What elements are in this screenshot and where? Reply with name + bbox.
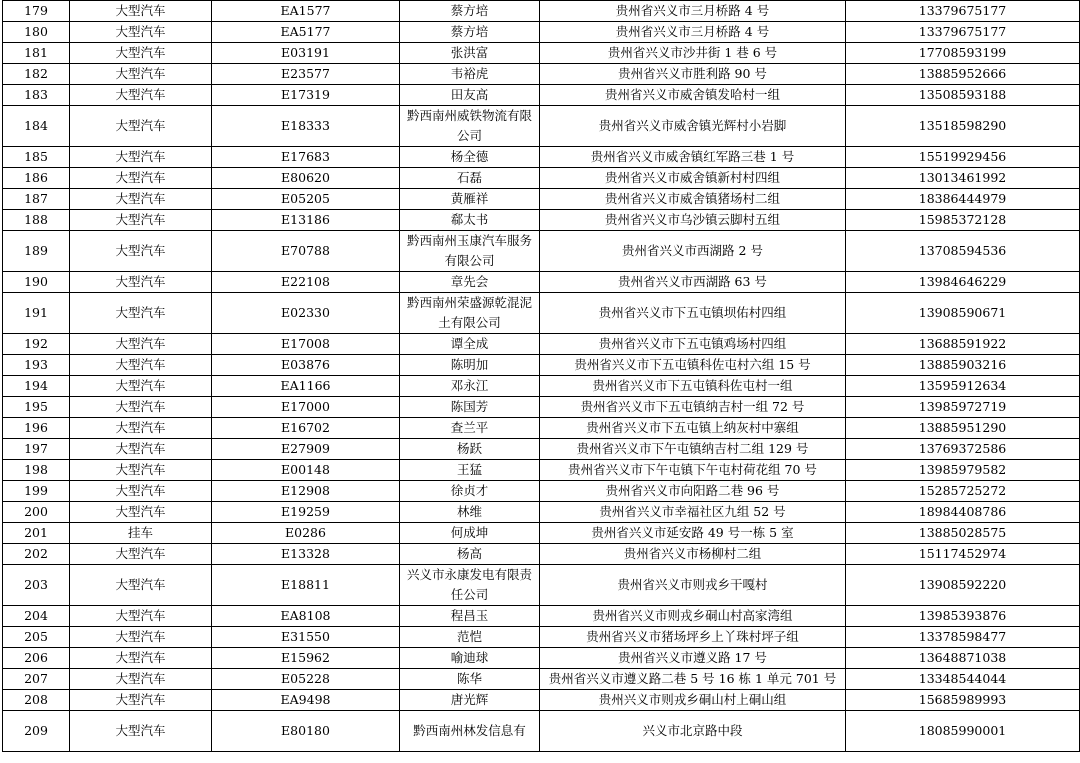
phone-number: 15285725272 — [846, 481, 1080, 502]
row-number: 201 — [3, 523, 70, 544]
owner-name: 韦裕虎 — [400, 64, 540, 85]
row-number: 204 — [3, 606, 70, 627]
phone-number: 13508593188 — [846, 85, 1080, 106]
owner-name: 喻迪球 — [400, 648, 540, 669]
plate-number: E12908 — [212, 481, 400, 502]
owner-address: 贵州省兴义市下五屯镇鸡场村四组 — [540, 334, 846, 355]
vehicle-type: 大型汽车 — [70, 690, 212, 711]
phone-number: 13908590671 — [846, 293, 1080, 334]
phone-number: 13348544044 — [846, 669, 1080, 690]
owner-address: 贵州省兴义市威舍镇猪场村二组 — [540, 189, 846, 210]
owner-name: 王猛 — [400, 460, 540, 481]
plate-number: EA9498 — [212, 690, 400, 711]
owner-name: 程昌玉 — [400, 606, 540, 627]
plate-number: EA1166 — [212, 376, 400, 397]
phone-number: 13885903216 — [846, 355, 1080, 376]
plate-number: E80620 — [212, 168, 400, 189]
table-row — [3, 544, 1080, 565]
row-number: 199 — [3, 481, 70, 502]
vehicle-type: 大型汽车 — [70, 85, 212, 106]
vehicle-type: 大型汽车 — [70, 64, 212, 85]
row-number: 179 — [3, 1, 70, 22]
plate-number: E0286 — [212, 523, 400, 544]
owner-name: 杨跃 — [400, 439, 540, 460]
owner-address: 贵州省兴义市则戎乡硐山村高家湾组 — [540, 606, 846, 627]
owner-name: 陈明加 — [400, 355, 540, 376]
owner-address: 贵州省兴义市下五屯镇科佐屯村六组 15 号 — [540, 355, 846, 376]
owner-name: 兴义市永康发电有限责任公司 — [400, 565, 540, 606]
vehicle-type: 大型汽车 — [70, 1, 212, 22]
table-row — [3, 418, 1080, 439]
plate-number: E13328 — [212, 544, 400, 565]
plate-number: EA5177 — [212, 22, 400, 43]
table-row — [3, 439, 1080, 460]
phone-number: 13378598477 — [846, 627, 1080, 648]
vehicle-type: 大型汽车 — [70, 189, 212, 210]
owner-name: 章先会 — [400, 272, 540, 293]
owner-name: 谭全成 — [400, 334, 540, 355]
table-row — [3, 460, 1080, 481]
row-number: 192 — [3, 334, 70, 355]
table-row — [3, 481, 1080, 502]
phone-number: 13595912634 — [846, 376, 1080, 397]
owner-name: 徐贞才 — [400, 481, 540, 502]
table-row — [3, 606, 1080, 627]
owner-address: 贵州兴义市则戎乡硐山村上硐山组 — [540, 690, 846, 711]
row-number: 195 — [3, 397, 70, 418]
owner-name: 郗太书 — [400, 210, 540, 231]
phone-number: 13769372586 — [846, 439, 1080, 460]
owner-name: 黄雁祥 — [400, 189, 540, 210]
plate-number: E19259 — [212, 502, 400, 523]
plate-number: E31550 — [212, 627, 400, 648]
owner-address: 贵州省兴义市威舍镇红军路三巷 1 号 — [540, 147, 846, 168]
row-number: 191 — [3, 293, 70, 334]
owner-address: 贵州省兴义市杨柳村二组 — [540, 544, 846, 565]
phone-number: 15985372128 — [846, 210, 1080, 231]
owner-address: 贵州省兴义市下午屯镇纳吉村二组 129 号 — [540, 439, 846, 460]
vehicle-type: 大型汽车 — [70, 334, 212, 355]
owner-address: 贵州省兴义市下午屯镇下午屯村荷花组 70 号 — [540, 460, 846, 481]
owner-address: 贵州省兴义市延安路 49 号一栋 5 室 — [540, 523, 846, 544]
owner-name: 陈华 — [400, 669, 540, 690]
vehicle-type: 大型汽车 — [70, 418, 212, 439]
owner-address: 贵州省兴义市威舍镇发哈村一组 — [540, 85, 846, 106]
owner-name: 黔西南州威铁物流有限公司 — [400, 106, 540, 147]
table-row — [3, 210, 1080, 231]
owner-address: 贵州省兴义市三月桥路 4 号 — [540, 22, 846, 43]
table-row — [3, 376, 1080, 397]
phone-number: 15685989993 — [846, 690, 1080, 711]
owner-address: 贵州省兴义市威舍镇光辉村小岩脚 — [540, 106, 846, 147]
vehicle-type: 大型汽车 — [70, 481, 212, 502]
phone-number: 18386444979 — [846, 189, 1080, 210]
owner-name: 黔西南州玉康汽车服务有限公司 — [400, 231, 540, 272]
owner-address: 贵州省兴义市幸福社区九组 52 号 — [540, 502, 846, 523]
vehicle-type: 大型汽车 — [70, 106, 212, 147]
phone-number: 13985972719 — [846, 397, 1080, 418]
row-number: 194 — [3, 376, 70, 397]
row-number: 202 — [3, 544, 70, 565]
phone-number: 13013461992 — [846, 168, 1080, 189]
plate-number: E70788 — [212, 231, 400, 272]
table-row — [3, 627, 1080, 648]
owner-name: 蔡方培 — [400, 22, 540, 43]
phone-number: 13379675177 — [846, 22, 1080, 43]
owner-address: 贵州省兴义市胜利路 90 号 — [540, 64, 846, 85]
plate-number: E23577 — [212, 64, 400, 85]
phone-number: 13985979582 — [846, 460, 1080, 481]
owner-name: 张洪富 — [400, 43, 540, 64]
phone-number: 13885952666 — [846, 64, 1080, 85]
phone-number: 13984646229 — [846, 272, 1080, 293]
phone-number: 15117452974 — [846, 544, 1080, 565]
plate-number: E18811 — [212, 565, 400, 606]
vehicle-type: 大型汽车 — [70, 606, 212, 627]
plate-number: E22108 — [212, 272, 400, 293]
phone-number: 17708593199 — [846, 43, 1080, 64]
table-row — [3, 690, 1080, 711]
table-body — [3, 1, 1080, 752]
plate-number: E17008 — [212, 334, 400, 355]
owner-name: 邓永江 — [400, 376, 540, 397]
plate-number: E17319 — [212, 85, 400, 106]
plate-number: E80180 — [212, 711, 400, 752]
vehicle-type: 大型汽车 — [70, 147, 212, 168]
row-number: 184 — [3, 106, 70, 147]
row-number: 208 — [3, 690, 70, 711]
vehicle-type: 大型汽车 — [70, 460, 212, 481]
row-number: 198 — [3, 460, 70, 481]
owner-address: 贵州省兴义市下五屯镇坝佑村四组 — [540, 293, 846, 334]
phone-number: 13379675177 — [846, 1, 1080, 22]
vehicle-type: 大型汽车 — [70, 627, 212, 648]
owner-address: 贵州省兴义市下五屯镇科佐屯村一组 — [540, 376, 846, 397]
row-number: 187 — [3, 189, 70, 210]
table-row — [3, 648, 1080, 669]
phone-number: 13648871038 — [846, 648, 1080, 669]
phone-number: 13885951290 — [846, 418, 1080, 439]
owner-name: 蔡方培 — [400, 1, 540, 22]
vehicle-type: 大型汽车 — [70, 376, 212, 397]
owner-address: 贵州省兴义市遵义路二巷 5 号 16 栋 1 单元 701 号 — [540, 669, 846, 690]
table-row — [3, 147, 1080, 168]
owner-address: 贵州省兴义市下五屯镇上纳灰村中寨组 — [540, 418, 846, 439]
row-number: 206 — [3, 648, 70, 669]
vehicle-type: 大型汽车 — [70, 502, 212, 523]
plate-number: E00148 — [212, 460, 400, 481]
vehicle-type: 大型汽车 — [70, 210, 212, 231]
vehicle-type: 大型汽车 — [70, 565, 212, 606]
plate-number: E13186 — [212, 210, 400, 231]
row-number: 190 — [3, 272, 70, 293]
plate-number: EA1577 — [212, 1, 400, 22]
owner-address: 贵州省兴义市西湖路 2 号 — [540, 231, 846, 272]
row-number: 193 — [3, 355, 70, 376]
plate-number: E02330 — [212, 293, 400, 334]
vehicle-type: 大型汽车 — [70, 669, 212, 690]
row-number: 196 — [3, 418, 70, 439]
table-row — [3, 189, 1080, 210]
row-number: 200 — [3, 502, 70, 523]
plate-number: E03876 — [212, 355, 400, 376]
table-row — [3, 85, 1080, 106]
owner-name: 田友高 — [400, 85, 540, 106]
phone-number: 18085990001 — [846, 711, 1080, 752]
owner-address: 贵州省兴义市下五屯镇纳吉村一组 72 号 — [540, 397, 846, 418]
vehicle-type: 大型汽车 — [70, 272, 212, 293]
owner-name: 陈国芳 — [400, 397, 540, 418]
phone-number: 13708594536 — [846, 231, 1080, 272]
row-number: 185 — [3, 147, 70, 168]
table-row — [3, 1, 1080, 22]
phone-number: 13908592220 — [846, 565, 1080, 606]
plate-number: E18333 — [212, 106, 400, 147]
row-number: 180 — [3, 22, 70, 43]
owner-name: 范恺 — [400, 627, 540, 648]
table-row — [3, 397, 1080, 418]
plate-number: E03191 — [212, 43, 400, 64]
owner-address: 贵州省兴义市向阳路二巷 96 号 — [540, 481, 846, 502]
owner-name: 杨高 — [400, 544, 540, 565]
vehicle-type: 大型汽车 — [70, 439, 212, 460]
row-number: 189 — [3, 231, 70, 272]
table-row — [3, 669, 1080, 690]
vehicle-type: 大型汽车 — [70, 231, 212, 272]
phone-number: 18984408786 — [846, 502, 1080, 523]
table-row — [3, 334, 1080, 355]
owner-address: 兴义市北京路中段 — [540, 711, 846, 752]
table-row — [3, 43, 1080, 64]
row-number: 183 — [3, 85, 70, 106]
row-number: 188 — [3, 210, 70, 231]
table-row — [3, 22, 1080, 43]
table-row — [3, 272, 1080, 293]
phone-number: 13885028575 — [846, 523, 1080, 544]
table-row — [3, 565, 1080, 606]
owner-address: 贵州省兴义市沙井街 1 巷 6 号 — [540, 43, 846, 64]
owner-address: 贵州省兴义市西湖路 63 号 — [540, 272, 846, 293]
phone-number: 13688591922 — [846, 334, 1080, 355]
row-number: 205 — [3, 627, 70, 648]
plate-number: E05228 — [212, 669, 400, 690]
plate-number: E17000 — [212, 397, 400, 418]
plate-number: E05205 — [212, 189, 400, 210]
plate-number: E27909 — [212, 439, 400, 460]
owner-name: 查兰平 — [400, 418, 540, 439]
owner-address: 贵州省兴义市威舍镇新村村四组 — [540, 168, 846, 189]
table-row — [3, 106, 1080, 147]
plate-number: E17683 — [212, 147, 400, 168]
row-number: 182 — [3, 64, 70, 85]
owner-address: 贵州省兴义市三月桥路 4 号 — [540, 1, 846, 22]
owner-name: 石磊 — [400, 168, 540, 189]
plate-number: E16702 — [212, 418, 400, 439]
owner-address: 贵州省兴义市乌沙镇云脚村五组 — [540, 210, 846, 231]
plate-number: EA8108 — [212, 606, 400, 627]
plate-number: E15962 — [212, 648, 400, 669]
table-row — [3, 711, 1080, 752]
table-row — [3, 355, 1080, 376]
owner-address: 贵州省兴义市遵义路 17 号 — [540, 648, 846, 669]
owner-address: 贵州省兴义市猪场坪乡上丫珠村坪子组 — [540, 627, 846, 648]
phone-number: 15519929456 — [846, 147, 1080, 168]
vehicle-type: 挂车 — [70, 523, 212, 544]
row-number: 207 — [3, 669, 70, 690]
table-row — [3, 231, 1080, 272]
row-number: 186 — [3, 168, 70, 189]
table-row — [3, 502, 1080, 523]
row-number: 209 — [3, 711, 70, 752]
table-row — [3, 168, 1080, 189]
row-number: 203 — [3, 565, 70, 606]
vehicle-type: 大型汽车 — [70, 168, 212, 189]
owner-name: 杨全德 — [400, 147, 540, 168]
table-row — [3, 293, 1080, 334]
vehicle-type: 大型汽车 — [70, 711, 212, 752]
owner-name: 黔西南州荣盛源乾混泥土有限公司 — [400, 293, 540, 334]
owner-name: 黔西南州林发信息有 — [400, 711, 540, 752]
owner-name: 唐光辉 — [400, 690, 540, 711]
vehicle-type: 大型汽车 — [70, 544, 212, 565]
phone-number: 13518598290 — [846, 106, 1080, 147]
vehicle-type: 大型汽车 — [70, 293, 212, 334]
vehicle-owner-table — [2, 0, 1080, 752]
table-row — [3, 523, 1080, 544]
vehicle-type: 大型汽车 — [70, 397, 212, 418]
vehicle-type: 大型汽车 — [70, 43, 212, 64]
row-number: 197 — [3, 439, 70, 460]
vehicle-type: 大型汽车 — [70, 22, 212, 43]
owner-name: 林维 — [400, 502, 540, 523]
table-row — [3, 64, 1080, 85]
owner-address: 贵州省兴义市则戎乡干嘎村 — [540, 565, 846, 606]
owner-name: 何成坤 — [400, 523, 540, 544]
vehicle-type: 大型汽车 — [70, 648, 212, 669]
vehicle-type: 大型汽车 — [70, 355, 212, 376]
phone-number: 13985393876 — [846, 606, 1080, 627]
row-number: 181 — [3, 43, 70, 64]
